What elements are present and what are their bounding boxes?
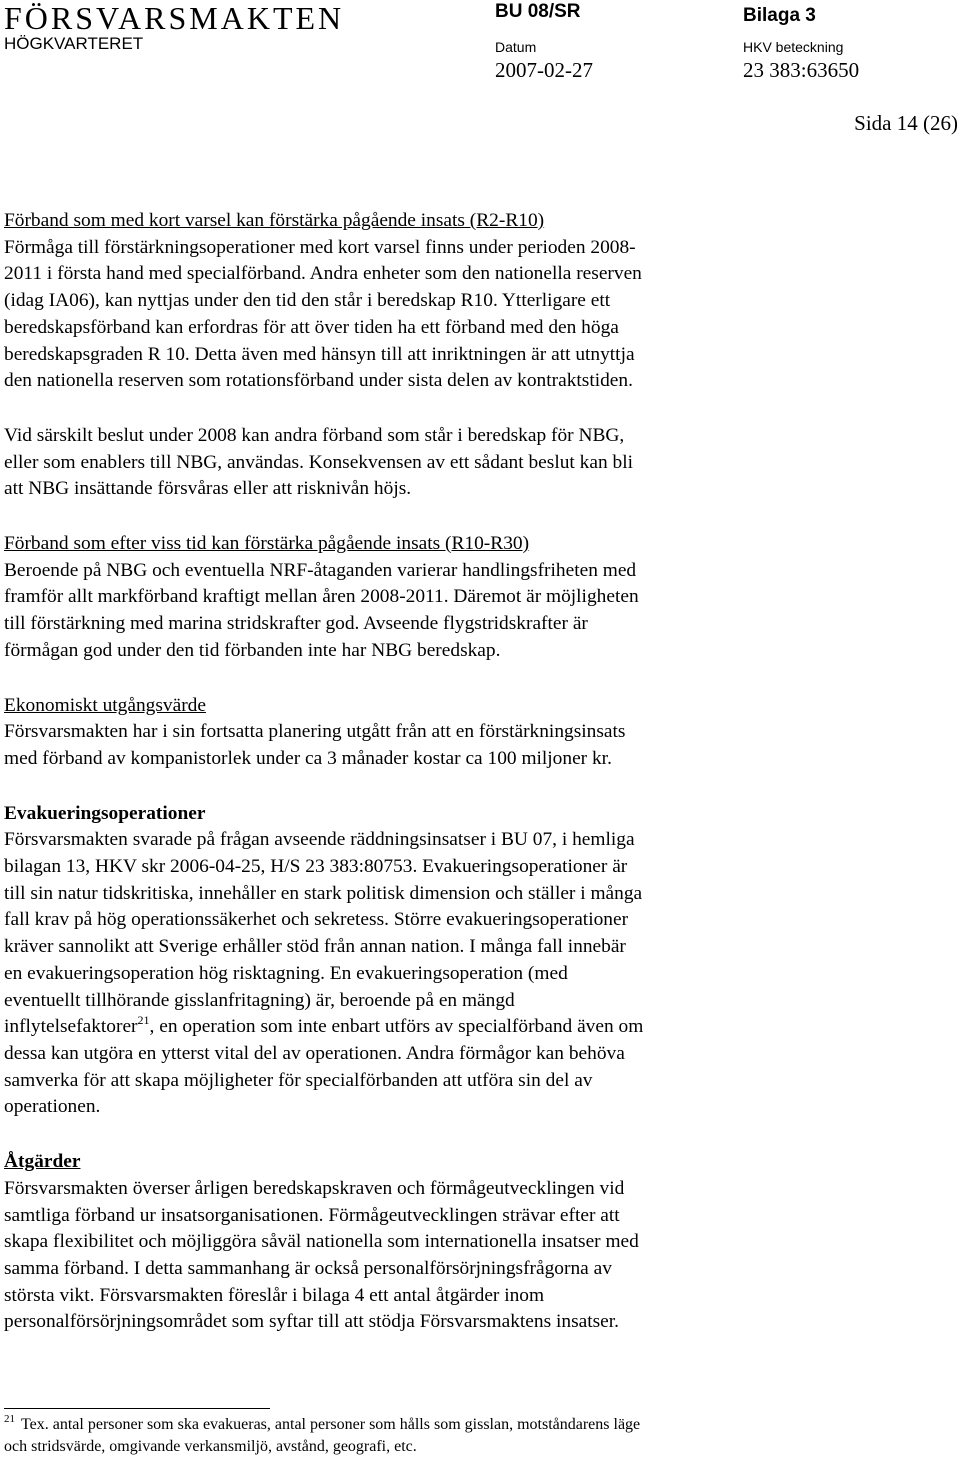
organization-name: FÖRSVARSMAKTEN [4,0,345,36]
text-line: till sin natur tidskritiska, innehåller en stark politisk dimension och ställer i många [4,882,643,904]
text-line: Försvarsmakten har i sin fortsatta planering utgått från att en förstärkningsinsats [4,721,626,743]
document-body [4,208,778,1364]
section-after-time [4,531,778,665]
text-line: förmågan god under den tid förbanden inte har NBG beredskap. [4,639,501,661]
text-line: kräver sannolikt att Sverige erhåller stöd från annan nation. I många fall innebär [4,936,626,958]
text-line: beredskapsförband kan erfordras för att över tiden ha ett förband med den höga [4,316,619,338]
text-line: bilagan 13, HKV skr 2006-04-25, H/S 23 383:80753. Evakueringsoperationer är [4,856,628,878]
footnote [4,1414,794,1458]
text-line: att NBG insättande försvåras eller att risknivån höjs. [4,478,412,500]
text-line: Beroende på NBG och eventuella NRF-åtaganden varierar handlingsfriheten med [4,559,637,581]
text-line: framför allt markförband kraftigt mellan åren 2008-2011. Däremot är möjligheten [4,586,639,608]
date-label: Datum [495,39,537,55]
footnote-mark: 21 [4,1413,15,1425]
text-line: en evakueringsoperation hög risktagning. En evakueringsoperation (med [4,962,568,984]
section-heading: Evakueringsoperationer [4,802,206,824]
unit-name: HÖGKVARTERET [4,34,144,53]
footnote-reference[interactable]: 21 [137,1013,150,1028]
footnote-line: och stridsvärde, omgivande verkansmiljö, avstånd, geografi, etc. [4,1438,417,1455]
footnote-divider [4,1408,270,1409]
text-line: skapa flexibilitet och möjliggöra såväl nationella som internationella insatser med [4,1231,639,1253]
text-line: beredskapsgraden R 10. Detta även med hänsyn till att inriktningen är att utnyttja [4,343,635,365]
page-number: Sida 14 (26) [854,111,958,135]
section-heading: Åtgärder [4,1151,81,1173]
text-line: den nationella reserven som rotationsförband under sista delen av kontraktstiden. [4,370,633,392]
section-economic-value [4,693,778,773]
reference-value: 23 383:63650 [743,58,860,82]
text-fragment: inflytelsefaktorer [4,1016,138,1038]
text-line: Vid särskilt beslut under 2008 kan andra förband som står i beredskap för NBG, [4,424,625,446]
text-line: samtliga förband ur insatsorganisationen. Förmågeutvecklingen strävar efter att [4,1204,620,1226]
text-line: Försvarsmakten överser årligen beredskapskraven och förmågeutvecklingen vid [4,1177,625,1199]
section-heading: Ekonomiskt utgångsvärde [4,694,206,716]
footnote-line [4,1414,794,1436]
text-line: operationen. [4,1096,101,1118]
text-line: eventuellt tillhörande gisslanfritagning) är, beroende på en mängd [4,989,515,1011]
text-line: till förstärkning med marina stridskrafter god. Avseende flygstridskrafter är [4,613,588,635]
text-line: dessa kan utgöra en ytterst vital del av operationen. Andra förmågor kan behöva [4,1042,625,1064]
date-value: 2007-02-27 [495,58,593,82]
section-measures [4,1149,778,1336]
text-line: Förmåga till förstärkningsoperationer med kort varsel finns under perioden 2008- [4,236,636,258]
text-line: samverka för att skapa möjligheter för specialförbanden att utföra sin del av [4,1069,593,1091]
section-special-decision [4,423,778,503]
text-line: (idag IA06), kan nyttjas under den tid den står i beredskap R10. Ytterligare ett [4,290,611,312]
footnote-text: Tex. antal personer som ska evakueras, antal personer som hålls som gisslan, motståndarens läge [21,1416,641,1433]
section-heading: Förband som efter viss tid kan förstärka pågående insats (R10-R30) [4,533,530,555]
appendix-label: Bilaga 3 [743,5,816,26]
section-evacuation [4,801,778,1121]
text-line: med förband av kompanistorlek under ca 3 månader kostar ca 100 miljoner kr. [4,747,612,769]
text-line: samma förband. I detta sammanhang är också personalförsörjningsfrågorna av [4,1257,612,1279]
document-id: BU 08/SR [495,1,581,22]
text-line: 2011 i första hand med specialförband. Andra enheter som den nationella reserven [4,263,642,285]
text-line-with-footnote [4,1014,778,1041]
text-fragment: , en operation som inte enbart utförs av specialförband även om [149,1016,644,1038]
text-line: fall krav på hög operationssäkerhet och sekretess. Större evakueringsoperationer [4,909,629,931]
reference-label: HKV beteckning [743,39,844,55]
text-line: personalförsörjningsområdet som syftar till att stödja Försvarsmaktens insatser. [4,1311,620,1333]
text-line: eller som enablers till NBG, användas. Konsekvensen av ett sådant beslut kan bli [4,451,633,473]
section-heading: Förband som med kort varsel kan förstärka pågående insats (R2-R10) [4,210,545,231]
text-line: Försvarsmakten svarade på frågan avseende räddningsinsatser i BU 07, i hemliga [4,829,635,851]
text-line: största vikt. Försvarsmakten föreslår i bilaga 4 ett antal åtgärder inom [4,1284,545,1306]
section-short-notice [4,208,778,395]
